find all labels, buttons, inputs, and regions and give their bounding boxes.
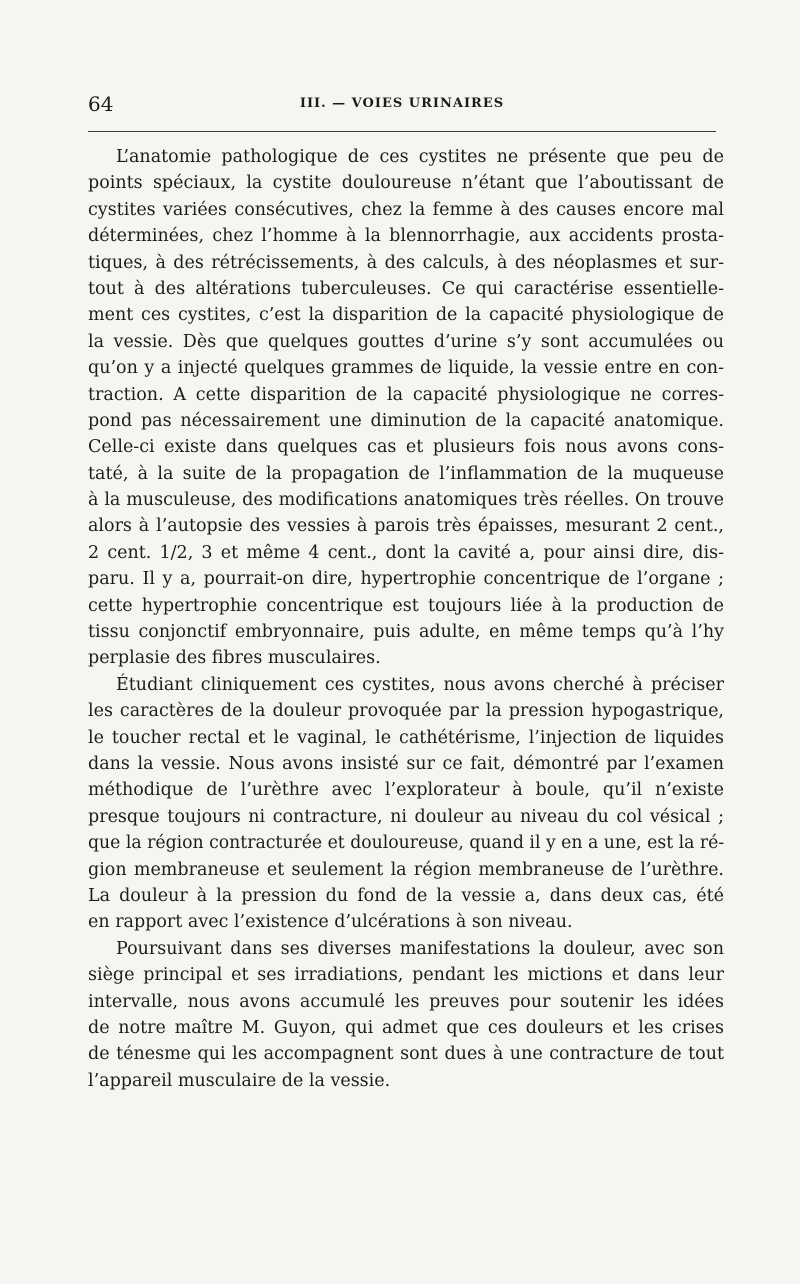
text-line: tissu conjonctif embryonnaire, puis adulte, en même temps qu’à l’hy [88, 622, 724, 643]
text-line: intervalle, nous avons accumulé les preuves pour soutenir les idées [88, 991, 724, 1012]
text-line: la vessie. Dès que quelques gouttes d’urine s’y sont accumulées ou [88, 331, 724, 352]
text-line: que la région contracturée et douloureuse, quand il y en a une, est la ré- [88, 833, 725, 854]
page-header [88, 90, 716, 118]
text-line: tout à des altérations tuberculeuses. Ce qui caractérise essentielle- [88, 278, 724, 299]
text-line: pond pas nécessairement une diminution de la capacité anatomique. [88, 410, 724, 431]
text-line: traction. A cette disparition de la capacité physiologique ne corres- [88, 384, 724, 405]
text-line: alors à l’autopsie des vessies à parois très épaisses, mesurant 2 cent., [88, 516, 724, 537]
text-line: de notre maître M. Guyon, qui admet que ces douleurs et les crises [88, 1017, 724, 1038]
text-line: points spéciaux, la cystite douloureuse n’étant que l’aboutissant de [88, 173, 724, 194]
text-line: de ténesme qui les accompagnent sont dues à une contracture de tout [88, 1044, 724, 1065]
text-line: en rapport avec l’existence d’ulcérations à son niveau. [88, 912, 573, 933]
text-line: cette hypertrophie concentrique est toujours liée à la production de [88, 595, 724, 616]
text-line: gion membraneuse et seulement la région membraneuse de l’urèthre. [88, 859, 724, 880]
text-line: Poursuivant dans ses diverses manifestations la douleur, avec son [116, 938, 724, 959]
page-number: 64 [88, 92, 114, 116]
text-line: les caractères de la douleur provoquée par la pression hypogastrique, [88, 701, 724, 722]
text-line: paru. Il y a, pourrait-on dire, hypertrophie concentrique de l’organe ; [88, 569, 724, 590]
text-line: presque toujours ni contracture, ni douleur au niveau du col vésical ; [88, 806, 724, 827]
text-line: tiques, à des rétrécissements, à des calculs, à des néoplasmes et sur- [88, 252, 724, 273]
running-title: III. — VOIES URINAIRES [299, 96, 505, 111]
text-line: méthodique de l’urèthre avec l’explorateur à boule, qu’il n’existe [88, 780, 724, 801]
header-rule [88, 131, 716, 132]
text-line: ment ces cystites, c’est la disparition de la capacité physiologique de [88, 305, 724, 326]
text-line: l’appareil musculaire de la vessie. [88, 1070, 391, 1091]
body-text [88, 144, 724, 1094]
text-line: siège principal et ses irradiations, pendant les mictions et dans leur [88, 965, 724, 986]
text-line: Étudiant cliniquement ces cystites, nous avons cherché à préciser [116, 674, 724, 695]
text-line: 2 cent. 1/2, 3 et même 4 cent., dont la cavité a, pour ainsi dire, dis- [88, 542, 724, 563]
text-line: L’anatomie pathologique de ces cystites ne présente que peu de [116, 147, 724, 167]
text-line: perplasie des fibres musculaires. [88, 648, 381, 669]
text-line: qu’on y a injecté quelques grammes de liquide, la vessie entre en con- [88, 358, 724, 379]
text-line: taté, à la suite de la propagation de l’inflammation de la muqueuse [88, 463, 724, 484]
text-line: le toucher rectal et le vaginal, le cathétérisme, l’injection de liquides [88, 727, 724, 748]
text-line: Celle-ci existe dans quelques cas et plusieurs fois nous avons cons- [88, 437, 724, 458]
text-line: à la musculeuse, des modifications anatomiques très réelles. On trouve [88, 490, 724, 511]
text-line: La douleur à la pression du fond de la vessie a, dans deux cas, été [88, 885, 724, 906]
text-line: déterminées, chez l’homme à la blennorrhagie, aux accidents prosta- [88, 226, 724, 247]
text-line: dans la vessie. Nous avons insisté sur ce fait, démontré par l’examen [88, 753, 724, 774]
text-line: cystites variées consécutives, chez la femme à des causes encore mal [88, 199, 724, 220]
